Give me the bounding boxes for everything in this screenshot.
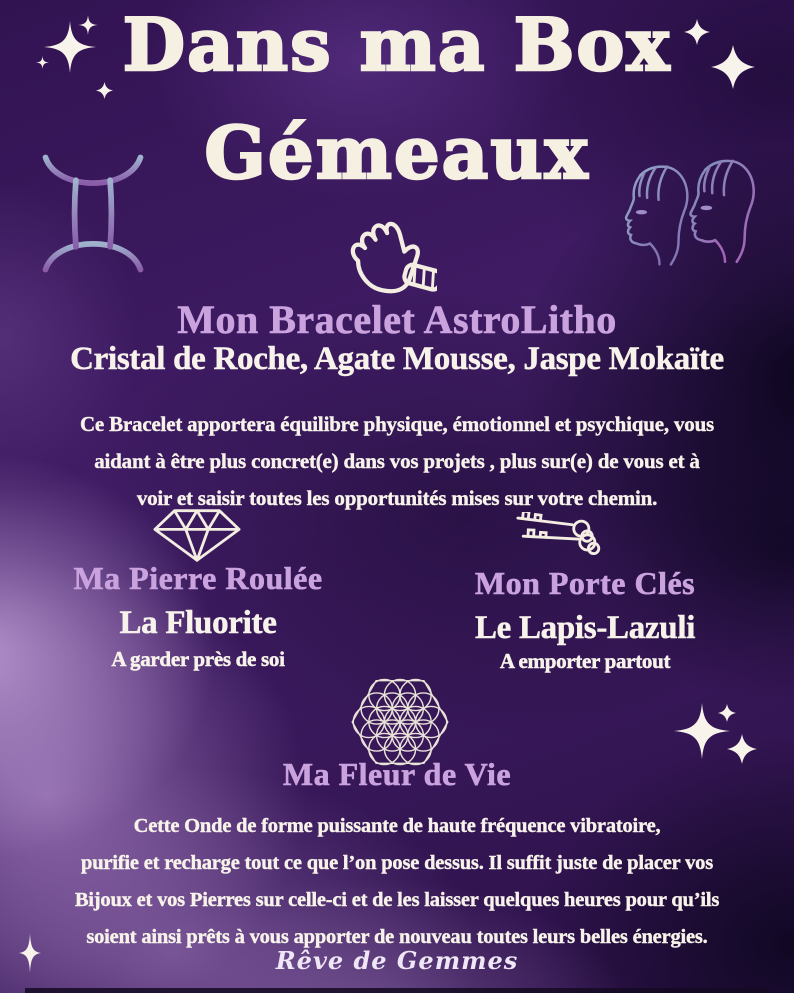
- bracelet-heading: Mon Bracelet AstroLitho: [177, 297, 617, 342]
- fleur-heading: Ma Fleur de Vie: [282, 756, 512, 792]
- bracelet-stones: Cristal de Roche, Agate Mousse, Jaspe Mokaïte: [70, 341, 724, 377]
- page-title-line2: Gémeaux: [204, 110, 590, 195]
- bracelet-description-line: Ce Bracelet apportera équilibre physique, émotionnel et psychique, vous: [79, 412, 715, 436]
- keys-icon: [513, 512, 609, 564]
- bottom-edge-bar: [25, 988, 769, 993]
- fleur-description: [0, 808, 794, 956]
- fleur-description-line: soient ainsi prêts à vous apporter de nouveau toutes leurs belles énergies.: [86, 926, 708, 948]
- pierre-roulee-section: [8, 560, 388, 672]
- fleur-description-line: purifie et recharge tout ce que l’on pose dessus. Il suffit juste de placer vos: [81, 852, 713, 874]
- bracelet-description-line: voir et saisir toutes les opportunités mises sur votre chemin.: [136, 486, 658, 510]
- gemini-symbol-icon: [36, 140, 150, 287]
- porte-cles-section: [390, 565, 780, 674]
- brand-signature: Rêve de Gemmes: [275, 946, 519, 975]
- porte-cles-stone-name: Le Lapis-Lazuli: [474, 610, 696, 646]
- fleur-description-line: Cette Onde de forme puissante de haute fréquence vibratoire,: [133, 815, 661, 837]
- sparkle-icon: [718, 704, 736, 722]
- fleur-description-line: Bijoux et vos Pierres sur celle-ci et de les laisser quelques heures pour qu’ils: [74, 889, 720, 911]
- pierre-note: A garder près de soi: [111, 647, 285, 671]
- diamond-icon: [150, 506, 244, 564]
- hand-bracelet-icon: [342, 200, 437, 305]
- pierre-stone-name: La Fluorite: [119, 605, 277, 641]
- porte-cles-heading: Mon Porte Clés: [474, 565, 696, 601]
- page-title-line1: Dans ma Box: [122, 2, 672, 87]
- pierre-heading: Ma Pierre Roulée: [73, 560, 323, 596]
- twin-faces-icon: [605, 150, 785, 280]
- porte-cles-note: A emporter partout: [499, 649, 671, 673]
- bracelet-description: [0, 406, 794, 517]
- bracelet-description-line: aidant à être plus concret(e) dans vos projets , plus sur(e) de vous et à: [94, 449, 700, 473]
